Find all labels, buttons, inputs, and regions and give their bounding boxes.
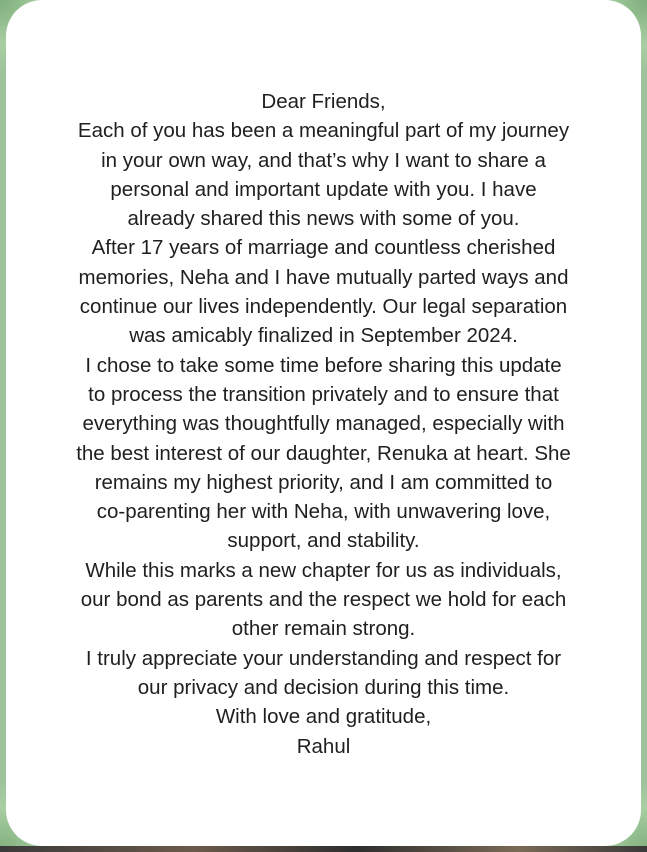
letter-closing: With love and gratitude, — [215, 705, 432, 729]
letter-line: co-parenting her with Neha, with unwavering love, — [96, 500, 551, 524]
letter-line: in your own way, and that’s why I want to share a — [101, 148, 546, 172]
letter-line: remains my highest priority, and I am committed to — [94, 470, 553, 494]
letter-line: Each of you has been a meaningful part of my journey — [77, 119, 570, 143]
letter-line: other remain strong. — [231, 617, 416, 641]
letter-line: the best interest of our daughter, Renuka at heart. She — [76, 441, 571, 465]
letter-card — [6, 0, 641, 846]
letter-line: support, and stability. — [227, 529, 420, 553]
letter-line: was amicably finalized in September 2024. — [129, 324, 518, 348]
letter-line: After 17 years of marriage and countless cherished — [91, 236, 556, 260]
letter-greeting: Dear Friends, — [261, 90, 386, 113]
letter-signature: Rahul — [296, 734, 351, 758]
letter-line: our privacy and decision during this time. — [137, 675, 510, 699]
bottom-image-strip — [0, 846, 647, 852]
letter-line: continue our lives independently. Our legal separation — [79, 295, 568, 319]
letter-line: I chose to take some time before sharing this update — [85, 353, 562, 377]
letter-line: everything was thoughtfully managed, especially with — [82, 412, 565, 436]
letter-line: personal and important update with you. I have — [110, 177, 537, 201]
letter-body — [6, 87, 641, 761]
letter-line: memories, Neha and I have mutually parted ways and — [78, 265, 569, 289]
letter-line: While this marks a new chapter for us as individuals, — [85, 558, 562, 582]
letter-line: already shared this news with some of you. — [127, 207, 520, 231]
letter-line: I truly appreciate your understanding and respect for — [85, 646, 562, 670]
letter-line: our bond as parents and the respect we hold for each — [80, 588, 567, 612]
letter-line: to process the transition privately and to ensure that — [88, 382, 559, 406]
